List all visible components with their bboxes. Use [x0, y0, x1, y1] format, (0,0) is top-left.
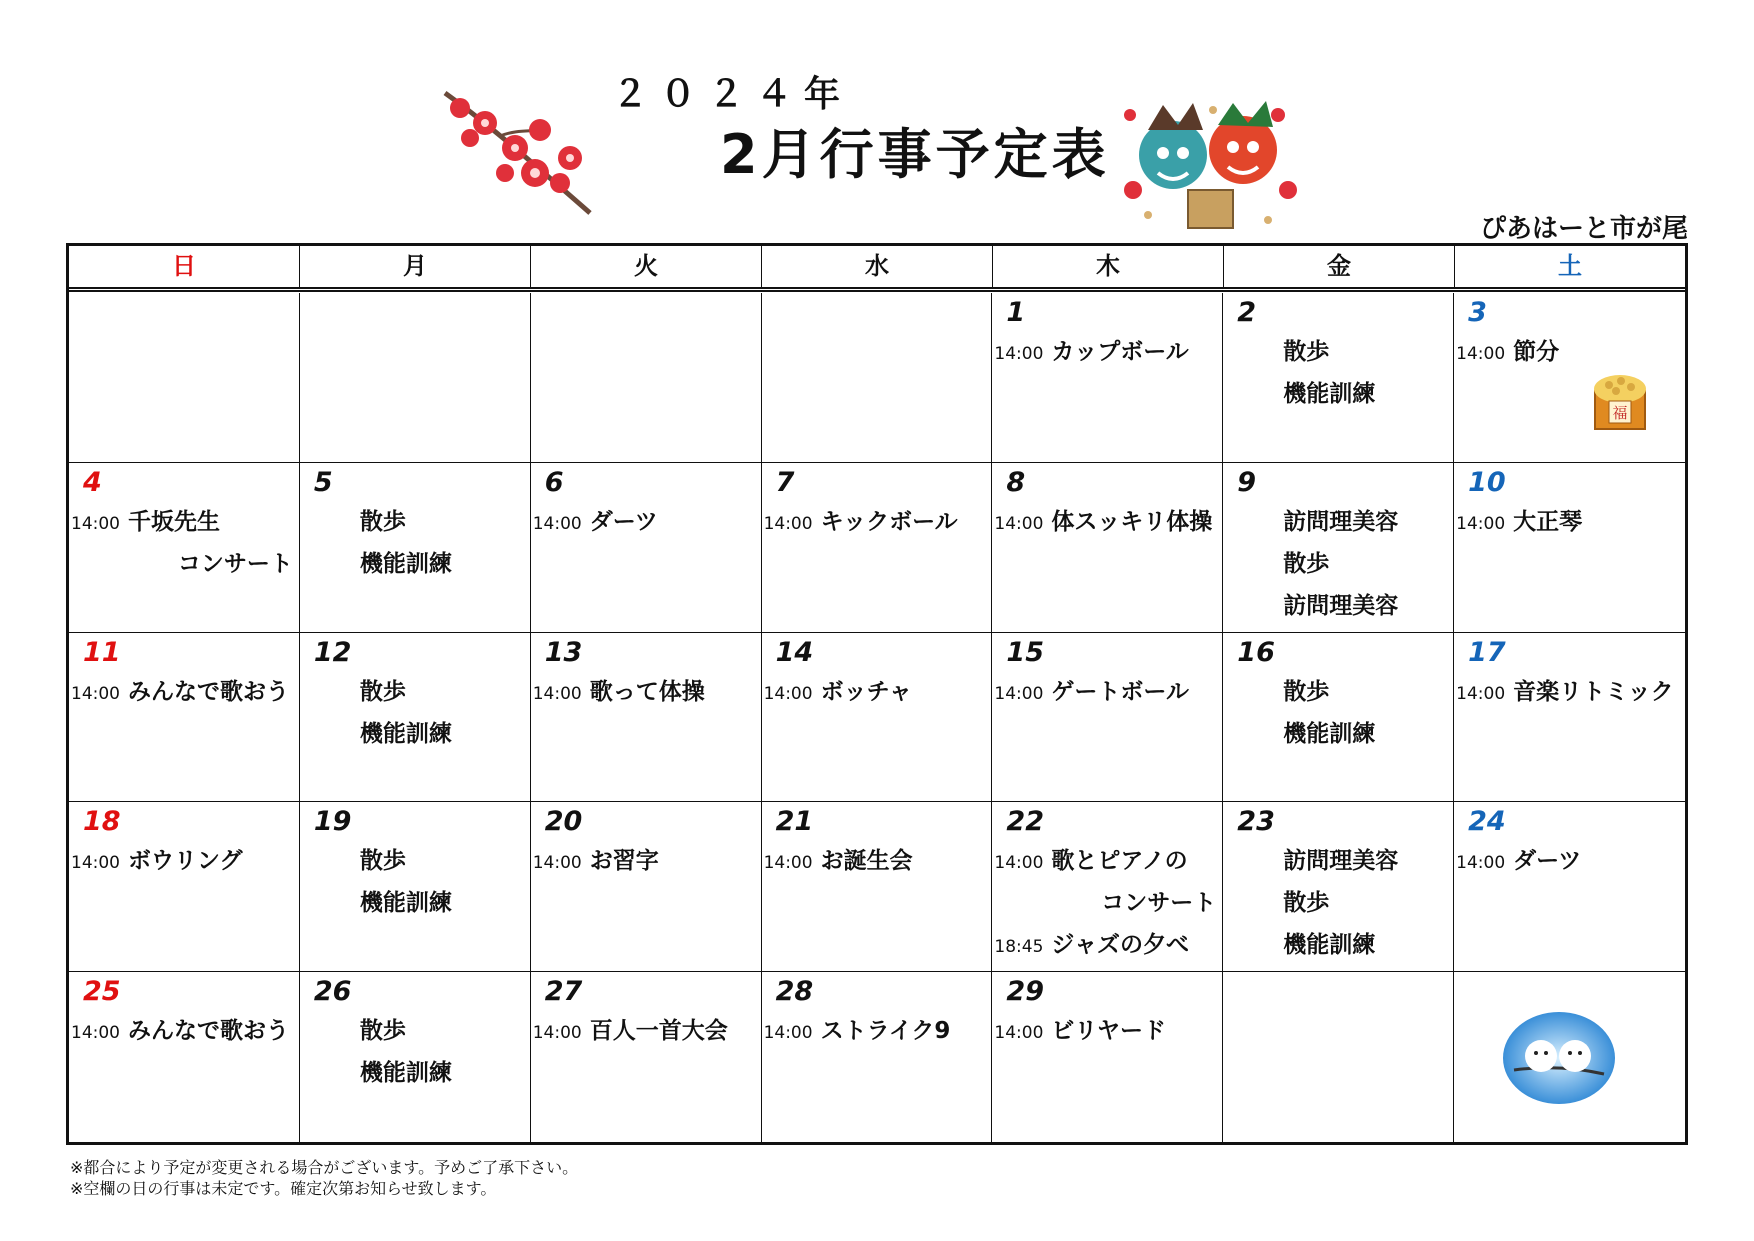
event-time: 14:00 — [994, 513, 1044, 534]
plum-blossom-icon — [440, 88, 600, 218]
event-item — [994, 333, 1188, 366]
calendar-day-cell — [1454, 972, 1685, 1142]
event-time: 14:00 — [763, 853, 813, 874]
event-name: ゲートボール — [1051, 678, 1189, 705]
event-item — [1283, 587, 1398, 620]
event-time: 14:00 — [71, 513, 120, 534]
calendar-day-cell — [762, 633, 993, 803]
oni-setsubun-icon — [1118, 95, 1303, 235]
day-number: 21 — [775, 806, 814, 838]
event-name: 百人一首大会 — [589, 1018, 728, 1045]
weekday-thu: 木 — [993, 246, 1224, 287]
event-name: 訪問理美容 — [1283, 592, 1399, 619]
event-time: 14:00 — [763, 683, 813, 704]
weekday-sat: 土 — [1558, 252, 1582, 280]
calendar-day-cell — [1223, 802, 1454, 972]
day-number: 22 — [1006, 806, 1044, 838]
event-name: 千坂先生 — [128, 508, 220, 535]
note-line: ※空欄の日の行事は未定です。確定次第お知らせ致します。 — [70, 1179, 497, 1198]
event-time: 14:00 — [1456, 513, 1506, 534]
calendar-day-cell — [531, 633, 762, 803]
calendar-day-cell — [69, 633, 300, 803]
weekday-mon: 月 — [300, 246, 531, 287]
event-name: コンサート — [1101, 890, 1217, 917]
calendar-day-cell — [69, 972, 300, 1142]
event-name: 散歩 — [359, 678, 406, 705]
event-time: 14:00 — [994, 853, 1044, 874]
event-name: 機能訓練 — [1283, 381, 1376, 407]
day-number: 5 — [313, 466, 333, 498]
calendar-day-cell — [531, 972, 762, 1142]
day-number: 14 — [775, 636, 814, 668]
event-time: 14:00 — [71, 1023, 120, 1044]
event-name: 散歩 — [1283, 890, 1330, 917]
calendar-day-cell — [531, 293, 762, 463]
calendar-grid — [69, 293, 1685, 1142]
event-item — [1283, 715, 1375, 748]
event-name: ダーツ — [589, 508, 658, 535]
event-item — [1456, 503, 1582, 536]
day-number: 27 — [544, 976, 583, 1008]
day-number: 23 — [1237, 806, 1275, 838]
event-name: 節分 — [1513, 339, 1560, 365]
day-number: 11 — [83, 636, 121, 668]
event-time: 14:00 — [1456, 344, 1506, 364]
event-time: 14:00 — [71, 683, 120, 704]
snow-birds-icon — [1499, 1008, 1619, 1108]
event-item — [994, 1012, 1166, 1045]
calendar — [66, 243, 1688, 1145]
calendar-day-cell — [1454, 633, 1685, 803]
calendar-day-cell — [300, 802, 531, 972]
event-name: 機能訓練 — [359, 890, 452, 917]
event-item — [533, 1012, 728, 1045]
event-name: ジャズの夕べ — [1051, 932, 1189, 959]
event-item — [71, 842, 243, 875]
event-item — [1283, 842, 1398, 875]
event-item — [1283, 333, 1329, 366]
event-name: 散歩 — [1283, 678, 1330, 705]
weekday-wed: 水 — [762, 246, 993, 287]
calendar-day-cell — [531, 463, 762, 633]
event-item — [360, 1012, 406, 1045]
day-number: 26 — [313, 976, 352, 1008]
event-time: 14:00 — [763, 513, 813, 534]
day-number: 6 — [544, 466, 564, 498]
event-name: キックボール — [820, 508, 958, 535]
event-time: 14:00 — [532, 513, 582, 534]
event-item — [533, 842, 659, 875]
event-name: 音楽リトミック — [1513, 678, 1674, 705]
calendar-day-cell — [531, 802, 762, 972]
calendar-day-cell — [762, 972, 993, 1142]
calendar-day-cell — [992, 293, 1223, 463]
event-item — [1456, 673, 1674, 706]
event-name: 散歩 — [359, 1018, 406, 1045]
event-name: ストライク9 — [820, 1018, 951, 1045]
day-number: 10 — [1468, 466, 1506, 498]
event-item — [178, 545, 293, 578]
event-name: 散歩 — [1283, 550, 1330, 577]
event-item — [533, 673, 705, 706]
event-name: ビリヤード — [1051, 1018, 1166, 1045]
year-label: ２０２４年 — [612, 74, 853, 115]
event-time: 14:00 — [994, 1023, 1044, 1044]
day-number: 13 — [544, 636, 583, 668]
facility-name: ぴあはーと市が尾 — [1479, 214, 1688, 244]
calendar-day-cell — [1223, 633, 1454, 803]
event-item — [994, 673, 1189, 706]
day-number: 2 — [1237, 297, 1257, 328]
calendar-day-cell — [992, 802, 1223, 972]
event-name: 歌って体操 — [589, 678, 705, 705]
event-time: 14:00 — [763, 1023, 813, 1044]
event-item — [71, 673, 289, 706]
event-name: 機能訓練 — [359, 720, 452, 747]
day-number: 12 — [313, 636, 352, 668]
event-item — [533, 503, 658, 536]
day-number: 15 — [1006, 636, 1044, 668]
event-name: 散歩 — [1283, 339, 1330, 365]
calendar-day-cell — [992, 463, 1223, 633]
calendar-day-cell — [300, 633, 531, 803]
day-number: 1 — [1006, 297, 1026, 328]
weekday-sun: 日 — [69, 246, 300, 287]
event-name: 訪問理美容 — [1283, 508, 1399, 535]
svg-text:福: 福 — [1612, 404, 1628, 422]
event-name: みんなで歌おう — [128, 1018, 289, 1045]
day-number: 3 — [1468, 297, 1487, 328]
event-name: ボッチャ — [820, 678, 912, 705]
calendar-day-cell — [69, 463, 300, 633]
event-name: ボウリング — [128, 848, 243, 875]
event-time: 14:00 — [1456, 853, 1506, 874]
calendar-day-cell — [762, 293, 993, 463]
event-item — [1283, 375, 1375, 408]
event-name: お誕生会 — [820, 848, 913, 875]
day-number: 19 — [313, 806, 352, 838]
day-number: 20 — [544, 806, 583, 838]
weekday-fri: 金 — [1224, 246, 1455, 287]
page-title: 2月行事予定表 — [720, 123, 1110, 186]
event-item — [360, 1054, 452, 1087]
calendar-day-cell — [300, 463, 531, 633]
event-item — [1456, 333, 1559, 366]
calendar-day-cell — [1454, 802, 1685, 972]
event-item — [360, 715, 452, 748]
event-time: 14:00 — [532, 1023, 582, 1044]
calendar-day-cell — [1223, 463, 1454, 633]
day-number: 8 — [1006, 466, 1026, 498]
calendar-day-cell — [1454, 463, 1685, 633]
event-item — [764, 503, 958, 536]
event-item — [994, 842, 1187, 875]
calendar-day-cell — [1454, 293, 1685, 463]
calendar-day-cell — [69, 802, 300, 972]
event-time: 14:00 — [71, 853, 120, 874]
event-item — [360, 545, 452, 578]
day-number: 28 — [775, 976, 814, 1008]
event-item — [1283, 545, 1329, 578]
event-name: 機能訓練 — [359, 550, 452, 577]
event-item — [1456, 842, 1581, 875]
event-item — [360, 842, 406, 875]
weekday-tue: 火 — [531, 246, 762, 287]
day-number: 18 — [83, 806, 121, 838]
event-item — [764, 673, 912, 706]
event-time: 18:45 — [994, 937, 1044, 958]
weekday-header — [69, 246, 1685, 292]
day-number: 4 — [83, 466, 102, 498]
event-name: 機能訓練 — [1283, 932, 1376, 959]
event-time: 14:00 — [532, 853, 582, 874]
calendar-day-cell — [762, 463, 993, 633]
event-time: 14:00 — [1456, 683, 1506, 704]
event-name: 散歩 — [359, 848, 406, 875]
event-name: 散歩 — [359, 508, 406, 535]
event-name: カップボール — [1051, 339, 1189, 365]
event-name: 大正琴 — [1513, 508, 1583, 535]
event-item — [360, 503, 406, 536]
day-number: 16 — [1237, 636, 1275, 668]
event-item — [1283, 926, 1375, 959]
event-item — [360, 884, 452, 917]
event-item — [994, 503, 1212, 536]
calendar-day-cell — [992, 972, 1223, 1142]
day-number: 24 — [1468, 806, 1506, 838]
event-name: ダーツ — [1513, 848, 1582, 875]
note-line: ※都合により予定が変更される場合がございます。予めご了承下さい。 — [70, 1158, 579, 1177]
event-name: 訪問理美容 — [1283, 848, 1399, 875]
calendar-day-cell — [992, 633, 1223, 803]
calendar-day-cell — [300, 972, 531, 1142]
event-item — [71, 1012, 289, 1045]
event-time: 14:00 — [532, 683, 582, 704]
day-number: 7 — [775, 466, 795, 498]
event-item — [764, 842, 913, 875]
event-item — [360, 673, 406, 706]
event-name: 体スッキリ体操 — [1051, 508, 1213, 535]
event-name: 歌とピアノの — [1051, 848, 1188, 875]
day-number: 17 — [1468, 636, 1506, 668]
event-item — [1283, 884, 1329, 917]
event-time: 14:00 — [994, 344, 1044, 364]
event-item — [764, 1012, 951, 1045]
event-item — [1283, 503, 1398, 536]
event-name: コンサート — [177, 550, 293, 577]
event-item — [1101, 884, 1216, 917]
calendar-day-cell — [300, 293, 531, 463]
calendar-day-cell — [1223, 972, 1454, 1142]
event-name: 機能訓練 — [1283, 720, 1376, 747]
event-name: 機能訓練 — [359, 1060, 452, 1087]
calendar-day-cell — [762, 802, 993, 972]
event-name: お習字 — [589, 848, 659, 875]
day-number: 25 — [83, 976, 121, 1008]
notes — [70, 1157, 578, 1199]
day-number: 29 — [1006, 976, 1044, 1008]
day-number: 9 — [1237, 466, 1257, 498]
calendar-day-cell — [1223, 293, 1454, 463]
event-time: 14:00 — [994, 683, 1044, 704]
event-item — [994, 926, 1189, 959]
event-item — [1283, 673, 1329, 706]
event-name: みんなで歌おう — [128, 678, 289, 705]
calendar-day-cell — [69, 293, 300, 463]
fuku-mame-icon — [1591, 369, 1649, 431]
event-item — [71, 503, 220, 536]
